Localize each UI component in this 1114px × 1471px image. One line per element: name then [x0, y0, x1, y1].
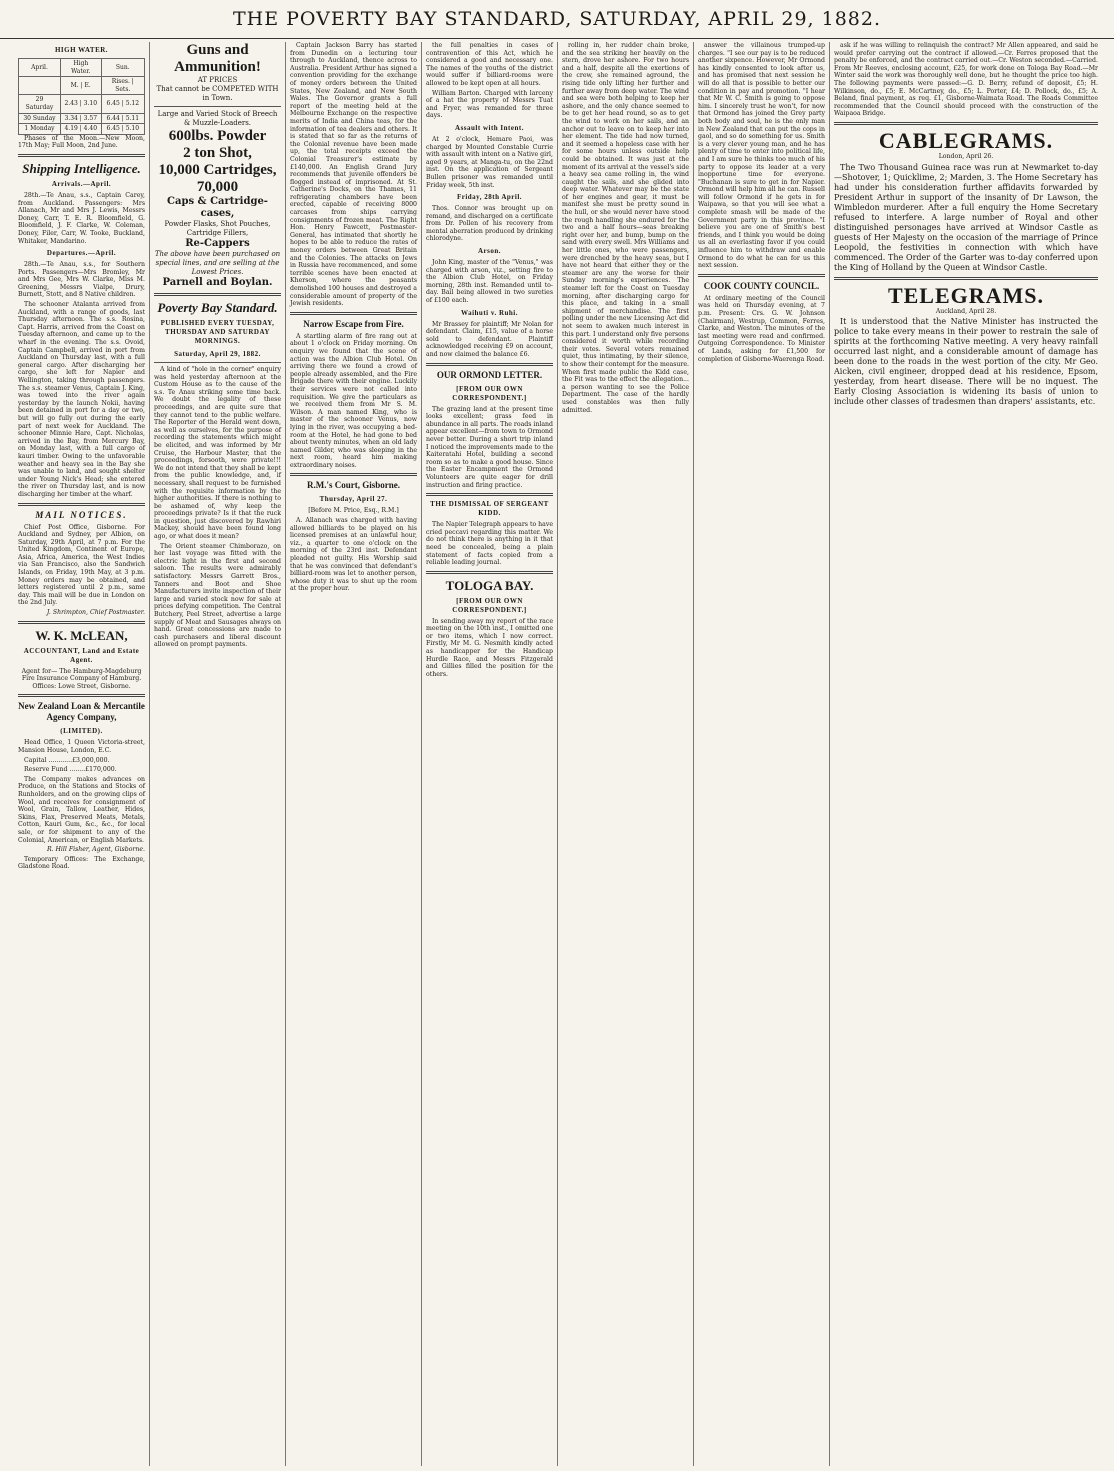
friday-heading: Friday, 28th April.	[456, 193, 523, 202]
flasks-line: Powder Flasks, Shot Pouches, Cartridge Fillers,	[164, 220, 271, 237]
column-6	[694, 42, 830, 1466]
arrivals-heading: Arrivals.—April.	[51, 179, 112, 188]
narrow-escape-text: A startling alarm of fire rang out at about 1 o'clock on Friday morning. On enquiry we found that the scene of action was the Albion Club Hotel. On arriving there we found a crowd of people already assembled, and the Fire Brigade there with their engine. Luckily their services were not called into requisition. We give the particulars as we received them from Mr S. M. Wilson. A man named King, who is master of the schooner Venus, now lying in the river, was occupying a bed-room at the Hotel, he had gone to bed about twenty minutes, when an old lady named Gilder, who was sleeping in the next room, heard him making extraordinary noises.	[290, 332, 417, 469]
column-7	[830, 42, 1102, 1466]
tide-header: Sun.	[101, 59, 144, 77]
tologa-heading: TOLOGA BAY.	[445, 577, 534, 593]
guns-stock: Large and Varied Stock of Breech & Muzzle-Loaders.	[157, 110, 278, 127]
rm-court-date: Thursday, April 27.	[319, 495, 388, 504]
column-5	[558, 42, 694, 1466]
tide-cell: 30 Sunday	[19, 113, 61, 124]
tologa-sub: [FROM OUR OWN CORRESPONDENT.]	[452, 596, 527, 614]
tide-subheader: Rises. | Sets.	[101, 77, 144, 95]
nz-loan-capital: Capital ............£3,000,000.	[24, 756, 110, 764]
divider	[18, 621, 145, 624]
arrivals-text: 28th.—Te Anau, s.s., Captain Carey, from Auckland. Passengers: Mrs Allanach, Mr and Mrs J. Lewis, Messrs Doney, Carr, T. E. R. Bloomfield, G. Bloomfield, J. F. Clarke, W. Coleman, Doney, Filer, Carr, W. Tooke, Buckland, Whitaker, Mandarino.	[18, 191, 145, 245]
guns-heading: Guns and Ammunition!	[174, 42, 261, 75]
column2-more: The Orient steamer Chimborazo, on her last voyage was fitted with the electric light in the first and second saloon. The results were admirably satisfactory. Messrs Garrett Bros., Tanners and Boot and Shoe Manufacturers invite inspection of their large and varied stock now for sale at prices defying competition. The Central Butchery, Peel Street, advertise a large supply of Meat and Sausages always on hand. Great concessions are made to cash purchasers and liberal discount allowed on prompt payments.	[154, 542, 281, 649]
departures-text: 28th.—Te Anau, s.s., for Southern Ports. Passengers—Mrs Bromley, Mr and Mrs Gee, Mrs W. Clarke, Miss M. Greening, Messrs Vialpe, Drury, Burnett, Stott, and 8 Native children.	[18, 261, 145, 299]
parnell-boylan: Parnell and Boylan.	[162, 277, 273, 288]
assault-heading: Assault with Intent.	[455, 123, 524, 132]
pbs-publication: PUBLISHED EVERY TUESDAY, THURSDAY AND SATURDAY MORNINGS.	[160, 319, 275, 345]
tologa-text: In sending away my report of the race meeting on the 10th inst., I omitted one or two items, which I now correct. Firstly, Mr M. G. Nesmith kindly acted as handicapper for the Handicap Hurdle Race, and Messrs Fitzgerald and Gillies filled the position for the others.	[426, 617, 553, 678]
arson-text: John King, master of the "Venus," was charged with arson, viz., setting fire to the Albion Club Hotel, on Friday morning, 28th inst. Remanded until to-day. Bail being allowed in two sureties of £100 each.	[426, 259, 553, 305]
tide-row	[19, 113, 145, 124]
mclean-text: Agent for— The Hamburg-Magdeburg Fire Insurance Company of Hamburg. Offices: Lowe Street, Gisborne.	[21, 667, 142, 690]
nz-loan-heading: New Zealand Loan & Mercantile Agency Company,	[18, 701, 145, 723]
pbs-heading: Poverty Bay Standard.	[157, 300, 278, 315]
cablegrams-date: London, April 26.	[938, 152, 994, 160]
telegrams-date: Auckland, April 28.	[935, 307, 997, 315]
divider	[154, 106, 281, 107]
tide-cell: 6.44 | 5.11	[101, 113, 144, 124]
column-3	[286, 42, 422, 1466]
nz-loan-limited: (LIMITED).	[60, 727, 103, 736]
caps-line: Caps & Cartridge-cases,	[167, 196, 268, 219]
tide-subheader	[19, 77, 61, 95]
telegrams-text: It is understood that the Native Minister has instructed the police to take every means in their power to restrain the sale of spirits at the forthcoming Native meeting. A very heavy rainfall occurred last night, and a considerable amount of damage has been done to the roads in the west portion of the city. Mr Geo. Aicken, civil engineer, dropped dead at his residence, Epsom, yesterday, from heart disease. There will be no inquest. The Early Closing Association is widening its basis of union to include other classes of tradesmen than drapers' assistants, etc.	[834, 317, 1098, 407]
nz-loan-text: The Company makes advances on Produce, on the Stations and Stocks of Runholders, and on the growing clips of Wool, and receives for consignment of Wool, Grain, Tallow, Leather, Hides, Skins, Flax, Preserved Meats, Metals, Cotton, Kauri Gum, &c., &c., for local sale, or for shipment to any of the Colonial, American, or English Markets.	[18, 775, 145, 844]
divider	[426, 571, 553, 574]
guns-competed: That cannot be COMPETED WITH in Town.	[156, 85, 279, 102]
editorial-text: A kind of "hole in the corner" enquiry was held yesterday afternoon at the Custom House as to the cause of the s.s. Te Anau striking some time back. We doubt the legality of these proceedings, and are quite sure that they cannot tend to the public welfare. The Reporter of the Herald went down, as well as ourselves, for the purpose of recording the statements which might be elicited, and was informed by Mr Cruise, the Harbour Master, that the proceedings, forsooth, were private!!! We do not intend that they shall be kept from the public knowledge, and, if necessary, shall request to be furnished with the requisite information by the higher authorities. If there is nothing to be ashamed of, why keep the proceedings private? Is it that the ruck in question, just discovered by Rawhiri Mackey, should have been found long ago, or what does it mean?	[154, 366, 281, 541]
narrow-escape-heading: Narrow Escape from Fire.	[303, 318, 404, 329]
mail-heading: MAIL NOTICES.	[35, 509, 128, 520]
ormond-heading: OUR ORMOND LETTER.	[436, 369, 543, 380]
tide-cell: 4.19 | 4.40	[60, 124, 101, 135]
divider	[834, 122, 1098, 125]
arson-heading: Arson.	[477, 247, 502, 256]
shipping-news: The schooner Atalanta arrived from Auckland, with a range of goods, last Thursday afternoon. The s.s. Rosina, Capt. Harris, arrived from the Coast on Tuesday afternoon, and came up to the wharf in the evening. The s.s. Ovoid, Captain Campbell, arrived in port from Auckland on Thursday last, with a full general cargo. After discharging her cargo, she left for Napier and Wellington, taking through passengers. The s.s. steamer Venus, Captain J. King, was towed into the river again yesterday by the launch Nokii, having been detained in port for a day or two, but will go fully out during the early part of next week for Auckland. The schooner Minnie Hare, Capt. Nicholas, arrived in the Bay, from Mercury Bay, on Monday last, with a full cargo of kauri timber. Owing to the unfavorable weather and heavy sea in the Bay she was unable to land, and sought shelter under Young Nick's Head; she entered the river on Thursday last, and is now discharging her timber at the wharf.	[18, 301, 145, 498]
nz-loan-temp-office: Temporary Offices: The Exchange, Gladstone Road.	[18, 855, 145, 871]
tide-row	[19, 95, 145, 113]
tide-header: High Water.	[60, 59, 101, 77]
divider	[426, 363, 553, 366]
tide-cell: 6.45 | 5.12	[101, 95, 144, 113]
mclean-title: ACCOUNTANT, Land and Estate Agent.	[23, 646, 140, 664]
divider	[18, 154, 145, 157]
assault-text: At 2 o'clock, Hemare Paoi, was charged by Mounted Constable Currie with assault with intent on a Native girl, aged 9 years, at Manga-tu, on the 22nd inst. On the application of Sergeant Bullen prisoner was remanded until Friday week, 5th inst.	[426, 135, 553, 189]
pbs-date: Saturday, April 29, 1882.	[174, 350, 261, 358]
nz-loan-office: Head Office, 1 Queen Victoria-street, Mansion House, London, E.C.	[18, 739, 145, 754]
telegrams-heading: TELEGRAMS.	[887, 282, 1045, 308]
tide-table	[18, 58, 145, 135]
tide-cell: 6.45 | 5.10	[101, 124, 144, 135]
rm-court-heading: R.M.'s Court, Gisborne.	[307, 480, 400, 491]
column5-text: rolling in, her rudder chain broke, and the sea striking her heavily on the stern, drove her ashore. For two hours and a half, despite all the exertions of the crew, she remained aground, the rising tide only lifting her further and further away from deep water. The wind and sea were both helping to keep her ashore, and the only chance seemed to be to get her head round, so as to get the wind to work on her sails, and an anchor out to leave on to keep her into her element. The tide had now turned, and it seemed a hopeless case with her for some hours unless outside help could be obtained. It was just at the moment of its arrival at the vessel's side a heavy sea came rolling in, the wind caught the sails, and she glided into deep water. Whatever may be the state of her engines and gear, it must be manifest she must be pretty sound in the hull, or she would never have stood the rough handling she endured for the two and a half hours—seas breaking right over her, and bump, bump on the sand with every swell. Mrs Williams and her little ones, who were passengers, were drenched by the heavy seas, but I have not heard that either they or the steamer are any the worse for their Sunday morning's experiences. The steamer left for the Coast on Tuesday morning, after discharging cargo for this place, and taking in a small shipment of merchandise. The first polling under the new Licensing Act did not seem to awaken much interest in this part. I understand only five persons considered it worth while recording their votes. Several voters remained quiet, thus intimating, by their silence, to show their contempt for the measure. When first made public the Kidd case, the Fit was to the effect the allegation... a person wanting to see the Police Department. The case of the hardly used constables was then fully admitted.	[562, 42, 689, 414]
tide-cell: 3.34 | 3.57	[60, 113, 101, 124]
waihuti-text: Mr Brassey for plaintiff; Mr Nolan for defendant. Claim, £15, value of a horse sold to defendant. Plaintiff acknowledged receiving £9 on account, and now claimed the balance £6.	[426, 320, 553, 358]
column-4	[422, 42, 558, 1466]
dismissal-text: The Napier Telegraph appears to have cried peccavi regarding this matter. We do not think there is anything in it that need be concealed, being a plain statement of facts copied from a reliable leading journal.	[426, 521, 553, 567]
mail-text: Chief Post Office, Gisborne. For Auckland and Sydney, per Albion, on Saturday, 29th April, at 7 p.m. For the United Kingdom, Continent of Europe, Asia, Africa, America, the West Indies via San Francisco, also the Sandwich Islands, on Friday, 19th May, at 3 p.m. Money orders may be obtained, and letters registered until 2 p.m., same day. This mail will be due in London on the 2nd July.	[18, 523, 145, 607]
departures-heading: Departures.—April.	[46, 249, 117, 258]
divider	[698, 274, 825, 277]
dismissal-heading: THE DISMISSAL OF SERGEANT KIDD.	[430, 500, 549, 518]
column6-text: answer the villainous trumped-up charges. "I see our pay is to be reduced another sixpence. However, Mr Ormond has kindly consented to look after us, and has promised that next session he will do all that is possible to better our condition in pay and promotion. "I hear that Mr W. C. Smith is going to oppose him. I sincerely trust he won't, for now that Ormond has joined the Grey party both body and soul, he is the only man in New Zealand that can put the cops in gaol, and so do something for us. Smith is a very clever young man, and he has plenty of time to enter into political life, and I am sure he thinks too much of his party to oppose its leader at a very inopportune time for everyone. "Buchanan is sure to get in for Napier. Ormond will help him all he can. Russell will follow Ormond if he gets in for Waipawa, so that you will see what a complete smash will be made of the Government party in this province. "I believe you are one of Smith's best friends, and I think you would be doing us all an everlasting favor if you could influence him to withdraw and enable Ormond to do what he can for us this next session.	[698, 42, 826, 270]
cook-county-heading: COOK COUNTY COUNCIL.	[703, 280, 820, 291]
divider	[154, 362, 281, 363]
divider	[18, 503, 145, 506]
rm-court-text: A. Allanach was charged with having allowed billiards to be played on his licensed premises at an unlawful hour, viz., a quarter to one o'clock on the morning of the 23rd inst. Defendant pleaded not guilty. His Worship said that he was convinced that defendant's billiard-room was let to another person, whose duty it was to shut up the room at the proper hour.	[290, 517, 417, 593]
nz-loan-signature: R. Hill Fisher, Agent, Gisborne.	[46, 846, 145, 854]
tide-row	[19, 124, 145, 135]
moon-phases: Phases of the Moon.—New Moon, 17th May; Full Moon, 2nd June.	[18, 134, 145, 150]
cartridges-line: 10,000 Cartridges,	[158, 162, 277, 178]
tide-cell: 2.43 | 3.10	[60, 95, 101, 113]
divider	[18, 694, 145, 697]
cablegrams-heading: CABLEGRAMS.	[878, 127, 1054, 153]
shot-line: 2 ton Shot,	[183, 145, 252, 161]
ormond-text: The grazing land at the present time looks excellent; grass feed in abundance in all parts. The roads inland appear excellent—from town to Ormond never better. During a short trip inland I noticed the improvements made to the Kaiteratahi Hotel, building a second room so as to make a good house. Since the Easter Encampment the Ormond Volunteers are quite eager for drill instruction and firing practice.	[426, 405, 553, 489]
recappers-line: Re-Cappers	[185, 238, 250, 249]
waihuti-heading: Waihuti v. Ruhi.	[460, 308, 519, 317]
tide-title: HIGH WATER.	[54, 46, 109, 54]
column-1	[14, 42, 150, 1466]
column-2	[150, 42, 286, 1466]
column3-news: Captain Jackson Barry has started from Dunedin on a lecturing tour through to Auckland, thence across to Australia. President Arthur has signed a convention providing for the exchange of money orders between the United States, New Zealand, and New South Wales. The Governor grants a full report of the meeting held at the Melbourne Exchange on the respective merits of India and China teas, for the information of tea dealers and others. It is stated that so far as the returns of the Colonial revenue have been made up, the total receipts exceed the Colonial Treasurer's estimate by £140,000. An English Grand Jury recommends that juvenile offenders be flogged instead of imprisoned. At St. Catherine's Docks, on the Thames, 11 refrigerating chambers have been erected, capable of receiving 8000 carcases from ships carrying consignments of frozen meat. The Right Hon. Henry Fawcett, Postmaster-General, has intimated that shortly he hopes to be able to reduce the rates of money orders between Great Britain and the Colonies. The attacks on Jews in Russia have recommenced, and some terrible scenes have been enacted at Kherson, where the peasants demolished 100 houses and destroyed a considerable amount of property of the Jewish residents.	[290, 42, 417, 308]
masthead: THE POVERTY BAY STANDARD, SATURDAY, APRIL 29, 1882.	[0, 0, 1114, 39]
seventy-thousand: 70,000	[196, 179, 239, 195]
divider	[154, 293, 281, 296]
shipping-heading: Shipping Intelligence.	[22, 160, 141, 176]
divider	[834, 277, 1098, 280]
tide-cell: 29 Saturday	[19, 95, 61, 113]
connor-text: Thos. Connor was brought up on remand, and discharged on a certificate from Dr. Pollen of his recovery from mental aberration produced by drinking chlorodyne.	[426, 205, 553, 243]
divider	[426, 493, 553, 496]
nz-loan-reserve: Reserve Fund ........£170,000.	[24, 766, 117, 774]
tide-subheader: M. | E.	[60, 77, 101, 95]
powder-line: 600lbs. Powder	[168, 128, 267, 144]
tide-header: April.	[19, 59, 61, 77]
ormond-sub: [FROM OUR OWN CORRESPONDENT.]	[452, 384, 527, 402]
cablegrams-text: The Two Thousand Guinea race was run at Newmarket to-day—Shotover, 1; Quicklime, 2; Marden, 3. The Home Secretary has had under his consideration further affidavits forwarded by President Arthur in support of the insanity of Dr Lawson, the Wimbledon murderer. After a full enquiry the Home Secretary refused to interfere. A large number of Royal and other distinguished personages have arrived at Windsor Castle as guests of Her Majesty on the occasion of the marriage of Prince Leopold, the festivities in connection with which have commenced. The Order of the Garter was to-day conferred upon the King of Holland by the Queen at Windsor Castle.	[834, 162, 1098, 272]
newspaper-columns	[14, 42, 1102, 1466]
court-continued: the full penalties in cases of contravention of this Act, which he considered a good and necessary one. The names of the youths of the district would suffer if billiard-rooms were allowed to be kept open at all hours.	[426, 42, 553, 87]
column7-text: ask if he was willing to relinquish the contract? Mr Allen appeared, and said he would prefer carrying out the contract if allowed.—Cr. Ferres proposed that the penalty be enforced, and the contract carried out.—Cr. Weston seconded.—Carried. From Mr Reeves, enclosing account, £25, for work done on Tologa Bay Road.—Mr Winter said the work was thoroughly well done, but he thought the price too high. The following payments were passed:—G. D. Berry, refund of deposit, £5; H. Wilkinson, do., £5; E. McCartney, do., £5; L. Porter, £4; D. Pollock, do., £5; A. Beland, final payment, as req. £1, Gisborne-Waimata Road. The Roads Committee recommended that the Council should proceed with the construction of the Waipaoa Bridge.	[834, 42, 1098, 118]
divider	[290, 473, 417, 476]
cook-county-text: At ordinary meeting of the Council was held on Thursday evening, at 7 p.m. Present: Crs. G. W. Johnson (Chairman), Westrup, Common, Ferres, Clarke, and Weston. The minutes of the last meeting were read and confirmed. Outgoing Correspondence. To Minister of Lands, asking for £1,500 for completion of Gisborne-Waerenga Road.	[698, 294, 825, 363]
court-barton: William Barton. Charged with larceny of a hat the property of Messrs Tuat and Fryer, was remanded for three days.	[426, 89, 553, 120]
mclean-name: W. K. McLEAN,	[35, 627, 128, 643]
rm-court-before: [Before M. Price, Esq., R.M.]	[308, 507, 399, 515]
divider	[290, 312, 417, 315]
tide-cell: 1 Monday	[19, 124, 61, 135]
guns-subheading: AT PRICES	[197, 76, 238, 84]
mail-signature: J. Shrimpton, Chief Postmaster.	[46, 609, 145, 617]
guns-advertisement	[154, 42, 281, 289]
purchased-line: The above have been purchased on special lines, and are selling at the Lowest Prices.	[154, 250, 281, 276]
